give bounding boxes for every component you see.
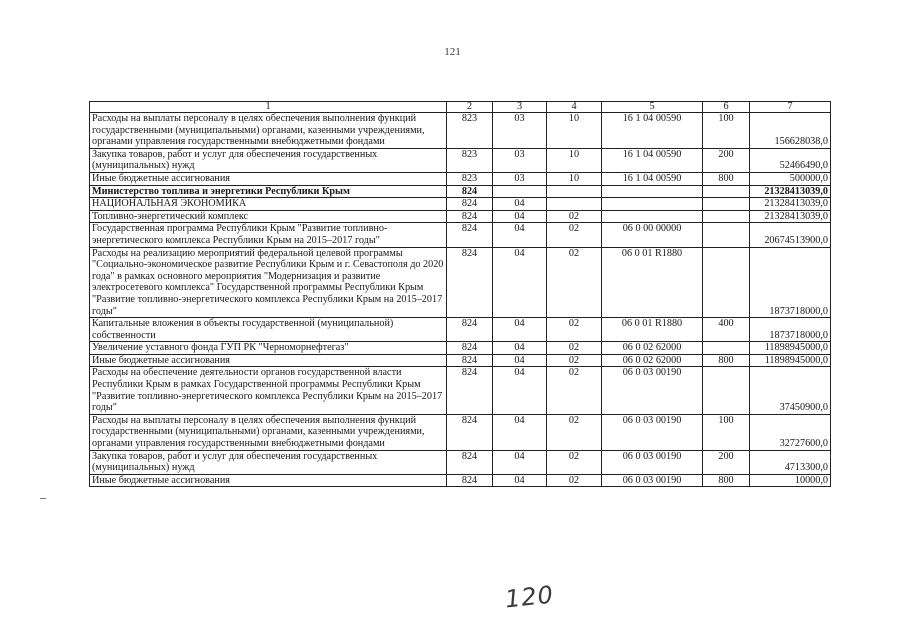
column-header: 4 xyxy=(547,102,602,113)
table-cell-code: 824 xyxy=(447,185,493,198)
table-row xyxy=(90,367,831,414)
table-cell-code: 824 xyxy=(447,223,493,247)
column-header: 1 xyxy=(90,102,447,113)
table-cell-code: 06 0 00 00000 xyxy=(602,223,703,247)
table-cell-code: 100 xyxy=(703,414,750,450)
table-cell-code: 03 xyxy=(493,113,547,149)
table-cell-name: Закупка товаров, работ и услуг для обеспечения государственных (муниципальных) нужд xyxy=(90,148,447,172)
table-cell-code: 06 0 03 00190 xyxy=(602,414,703,450)
table-cell-code: 824 xyxy=(447,342,493,355)
table-cell-code: 100 xyxy=(703,113,750,149)
table-cell-code: 02 xyxy=(547,354,602,367)
table-cell-code: 02 xyxy=(547,414,602,450)
table-cell-code: 04 xyxy=(493,342,547,355)
table-cell-code: 04 xyxy=(493,223,547,247)
table-cell-amount: 11898945000,0 xyxy=(750,354,831,367)
table-cell-code: 04 xyxy=(493,474,547,487)
table-cell-code xyxy=(493,185,547,198)
table-cell-code: 824 xyxy=(447,198,493,211)
table-row xyxy=(90,185,831,198)
page-number: 121 xyxy=(444,46,461,58)
table-cell-code: 800 xyxy=(703,474,750,487)
table-row xyxy=(90,474,831,487)
table-cell-name: Расходы на выплаты персоналу в целях обеспечения выполнения функций государственными (муниципальными) органами, казенными учреждениями, органами управления государственными внебюджетными фондами xyxy=(90,414,447,450)
table-cell-code: 06 0 02 62000 xyxy=(602,342,703,355)
budget-table xyxy=(89,101,831,487)
table-cell-code: 02 xyxy=(547,474,602,487)
table-cell-name: Расходы на обеспечение деятельности органов государственной власти Республики Крым в рамках Государственной программы Республики Крым "Развитие топливно-энергетического комплекса Республики Крым на 2015–2017 годы" xyxy=(90,367,447,414)
table-cell-code xyxy=(703,247,750,318)
table-cell-name: Расходы на выплаты персоналу в целях обеспечения выполнения функций государственными (муниципальными) органами, казенными учреждениями, органами управления государственными внебюджетными фондами xyxy=(90,113,447,149)
table-cell-name: Увеличение уставного фонда ГУП РК "Черноморнефтегаз" xyxy=(90,342,447,355)
table-cell-code: 02 xyxy=(547,223,602,247)
handwritten-page-number: 120 xyxy=(503,580,556,614)
column-header: 2 xyxy=(447,102,493,113)
table-cell-code xyxy=(547,198,602,211)
table-row xyxy=(90,148,831,172)
table-row xyxy=(90,318,831,342)
table-row xyxy=(90,354,831,367)
table-cell-code: 824 xyxy=(447,450,493,474)
table-cell-code: 06 0 01 R1880 xyxy=(602,318,703,342)
table-cell-code: 02 xyxy=(547,342,602,355)
table-cell-code: 04 xyxy=(493,414,547,450)
table-cell-code: 10 xyxy=(547,172,602,185)
table-cell-code: 04 xyxy=(493,318,547,342)
table-cell-name: Государственная программа Республики Крым "Развитие топливно-энергетического комплекса Республики Крым на 2015–2017 годы" xyxy=(90,223,447,247)
table-cell-amount: 21328413039,0 xyxy=(750,185,831,198)
table-cell-code: 06 0 03 00190 xyxy=(602,367,703,414)
table-cell-code xyxy=(547,185,602,198)
table-cell-code: 800 xyxy=(703,172,750,185)
table-cell-code: 06 0 03 00190 xyxy=(602,474,703,487)
table-row xyxy=(90,247,831,318)
table-cell-code: 02 xyxy=(547,450,602,474)
table-cell-name: Иные бюджетные ассигнования xyxy=(90,354,447,367)
table-cell-code: 06 0 02 62000 xyxy=(602,354,703,367)
table-cell-amount: 1873718000,0 xyxy=(750,318,831,342)
table-cell-amount: 52466490,0 xyxy=(750,148,831,172)
table-cell-name: Топливно-энергетический комплекс xyxy=(90,210,447,223)
table-row xyxy=(90,210,831,223)
table-cell-code: 10 xyxy=(547,148,602,172)
table-cell-code: 16 1 04 00590 xyxy=(602,172,703,185)
table-row xyxy=(90,450,831,474)
table-row xyxy=(90,414,831,450)
table-row xyxy=(90,223,831,247)
table-cell-code: 04 xyxy=(493,367,547,414)
table-cell-amount: 37450900,0 xyxy=(750,367,831,414)
table-cell-name: Министерство топлива и энергетики Республики Крым xyxy=(90,185,447,198)
table-cell-code xyxy=(602,185,703,198)
table-cell-code: 823 xyxy=(447,172,493,185)
column-header: 7 xyxy=(750,102,831,113)
table-cell-code: 824 xyxy=(447,247,493,318)
table-cell-code: 10 xyxy=(547,113,602,149)
table-row xyxy=(90,342,831,355)
table-cell-name: Иные бюджетные ассигнования xyxy=(90,172,447,185)
table-cell-code: 824 xyxy=(447,474,493,487)
table-cell-amount: 4713300,0 xyxy=(750,450,831,474)
table-cell-code: 824 xyxy=(447,367,493,414)
table-cell-code: 16 1 04 00590 xyxy=(602,113,703,149)
table-cell-amount: 20674513900,0 xyxy=(750,223,831,247)
table-cell-code xyxy=(703,367,750,414)
table-cell-name: Капитальные вложения в объекты государственной (муниципальной) собственности xyxy=(90,318,447,342)
table-cell-name: Иные бюджетные ассигнования xyxy=(90,474,447,487)
table-cell-code: 824 xyxy=(447,354,493,367)
table-cell-code: 02 xyxy=(547,318,602,342)
table-cell-code xyxy=(703,198,750,211)
table-cell-amount: 156628038,0 xyxy=(750,113,831,149)
table-cell-code: 04 xyxy=(493,210,547,223)
table-cell-code: 800 xyxy=(703,354,750,367)
table-cell-name: Закупка товаров, работ и услуг для обеспечения государственных (муниципальных) нужд xyxy=(90,450,447,474)
table-cell-code: 02 xyxy=(547,247,602,318)
table-row xyxy=(90,172,831,185)
table-cell-amount: 10000,0 xyxy=(750,474,831,487)
table-header-row xyxy=(90,102,831,113)
table-cell-code xyxy=(602,210,703,223)
table-cell-code: 03 xyxy=(493,148,547,172)
table-row xyxy=(90,198,831,211)
table-cell-name: Расходы на реализацию мероприятий федеральной целевой программы "Социально-экономическое развитие Республики Крым и г. Севастополя до 2020 года" в рамках основного мероприятия "Модернизация и развитие электросетевого комплекса" Государственной программы Республики Крым "Развитие топливно-энергетического комплекса Республики Крым на 2015–2017 годы" xyxy=(90,247,447,318)
table-cell-code: 06 0 01 R1880 xyxy=(602,247,703,318)
table-cell-code: 03 xyxy=(493,172,547,185)
table-cell-code: 06 0 03 00190 xyxy=(602,450,703,474)
table-cell-code: 04 xyxy=(493,198,547,211)
table-cell-code: 04 xyxy=(493,247,547,318)
table-cell-amount: 21328413039,0 xyxy=(750,198,831,211)
table-cell-code: 824 xyxy=(447,318,493,342)
table-cell-code xyxy=(703,185,750,198)
table-cell-code: 16 1 04 00590 xyxy=(602,148,703,172)
table-cell-code: 04 xyxy=(493,354,547,367)
table-cell-code xyxy=(703,342,750,355)
table-cell-code: 824 xyxy=(447,414,493,450)
table-cell-code xyxy=(703,210,750,223)
table-cell-code: 02 xyxy=(547,367,602,414)
table-cell-code: 823 xyxy=(447,148,493,172)
table-cell-amount: 11898945000,0 xyxy=(750,342,831,355)
table-cell-amount: 21328413039,0 xyxy=(750,210,831,223)
column-header: 6 xyxy=(703,102,750,113)
table-row xyxy=(90,113,831,149)
scan-mark xyxy=(40,498,46,499)
column-header: 3 xyxy=(493,102,547,113)
column-header: 5 xyxy=(602,102,703,113)
table-cell-code: 400 xyxy=(703,318,750,342)
table-cell-code: 04 xyxy=(493,450,547,474)
table-cell-code: 824 xyxy=(447,210,493,223)
table-cell-name: НАЦИОНАЛЬНАЯ ЭКОНОМИКА xyxy=(90,198,447,211)
table-cell-code: 200 xyxy=(703,450,750,474)
table-cell-amount: 1873718000,0 xyxy=(750,247,831,318)
table-cell-code: 200 xyxy=(703,148,750,172)
table-cell-code xyxy=(703,223,750,247)
table-cell-amount: 32727600,0 xyxy=(750,414,831,450)
table-cell-code: 823 xyxy=(447,113,493,149)
table-cell-code: 02 xyxy=(547,210,602,223)
table-cell-amount: 500000,0 xyxy=(750,172,831,185)
table-cell-code xyxy=(602,198,703,211)
